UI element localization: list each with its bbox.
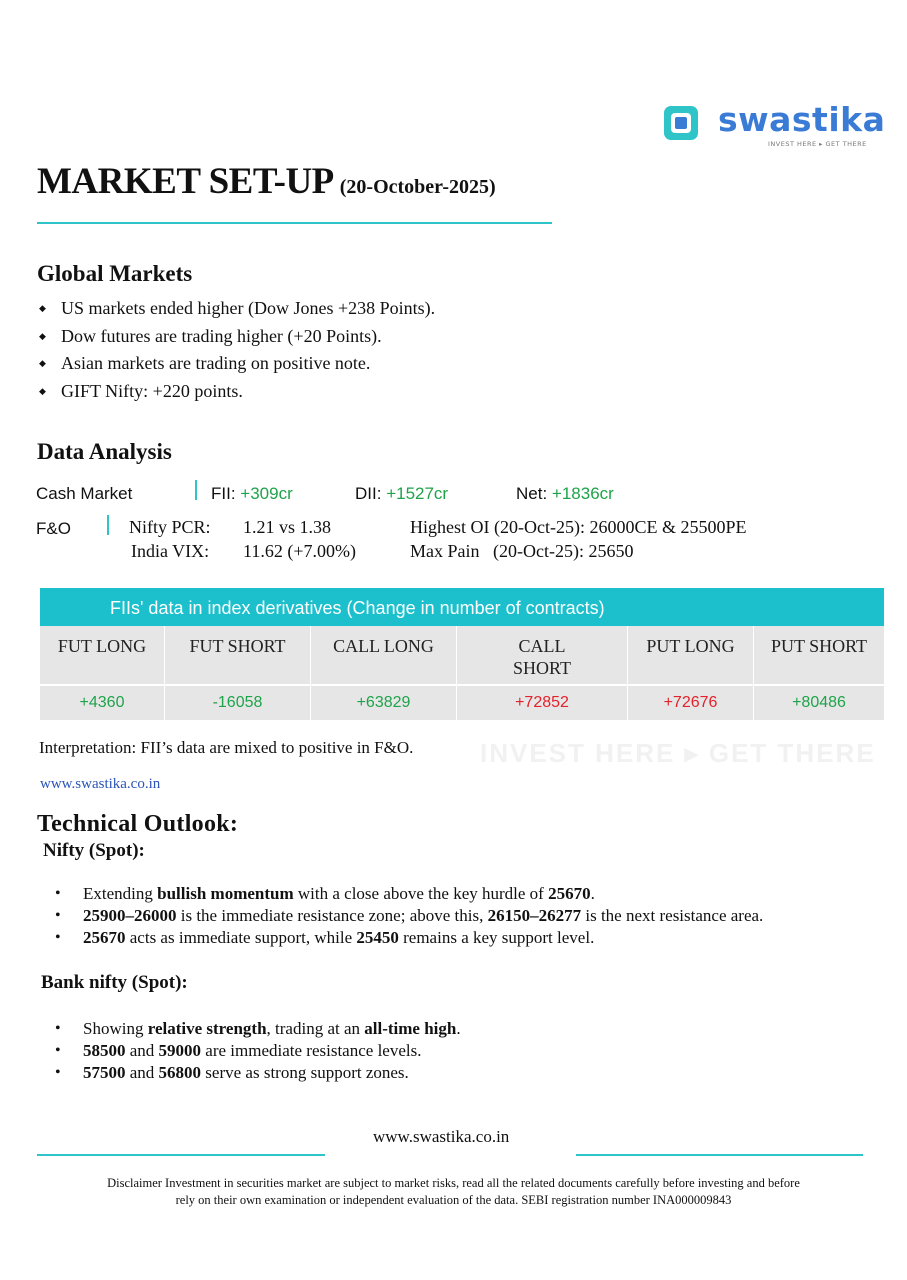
net-label: Net: (516, 484, 548, 503)
table-value-cell: +63829 (311, 686, 456, 720)
table-value-cell: +4360 (40, 686, 164, 720)
disclaimer-line-2: rely on their own examination or independent evaluation of the data. SEBI registration number INA000009843 (175, 1193, 732, 1207)
nifty-pcr-value: 1.21 vs 1.38 (243, 517, 332, 537)
cash-market-label: Cash Market (36, 484, 133, 503)
table-header-cell: CALL SHORT (457, 626, 627, 684)
logo-wordmark: swastika (718, 100, 886, 139)
disclaimer-line-1: Disclaimer Investment in securities market are subject to market risks, read all the related documents carefully before investing and before (107, 1176, 800, 1190)
fo-label: F&O (36, 519, 71, 538)
list-item: ◆ GIFT Nifty: +220 points. (38, 378, 435, 406)
nifty-outlook-list (55, 883, 763, 949)
table-grid (40, 626, 884, 720)
table-header-cell: FUT SHORT (165, 626, 310, 684)
title-main: MARKET SET-UP (37, 161, 334, 202)
net-value: +1836cr (551, 484, 614, 503)
list-item: • 25900–26000 is the immediate resistance zone; above this, 26150–26277 is the next resistance area. (55, 905, 763, 927)
highest-oi (410, 517, 746, 538)
india-vix-value: 11.62 (+7.00%) (243, 541, 356, 561)
website-link[interactable]: www.swastika.co.in (40, 776, 161, 792)
table-value-cell: +80486 (754, 686, 884, 720)
max-pain (410, 541, 633, 562)
list-item: ◆ US markets ended higher (Dow Jones +238 Points). (38, 295, 435, 323)
logo-tagline: INVEST HERE ▸ GET THERE (768, 140, 867, 148)
disclaimer (50, 1175, 857, 1209)
highest-oi-value: 26000CE & 25500PE (589, 517, 747, 537)
brand-logo (664, 100, 886, 154)
list-item: ◆ Asian markets are trading on positive note. (38, 350, 435, 378)
dii-value: +1527cr (386, 484, 449, 503)
list-item: • 58500 and 59000 are immediate resistance levels. (55, 1040, 461, 1062)
list-item: • Extending bullish momentum with a close above the key hurdle of 25670. (55, 883, 763, 905)
dii-cash (355, 484, 448, 504)
title-divider (37, 222, 552, 224)
cash-market-divider (195, 480, 197, 500)
fii-label: FII: (211, 484, 236, 503)
fii-derivatives-table (40, 588, 884, 720)
technical-outlook-heading: Technical Outlook: (37, 811, 239, 837)
nifty-pcr-label: Nifty PCR: (129, 517, 211, 537)
fo-divider (107, 515, 109, 535)
global-markets-list (38, 295, 435, 405)
max-pain-label: Max Pain (410, 541, 480, 561)
india-vix-label: India VIX: (131, 541, 210, 561)
list-item: • Showing relative strength, trading at an all-time high. (55, 1018, 461, 1040)
dii-label: DII: (355, 484, 382, 503)
table-header-cell: PUT LONG (628, 626, 753, 684)
highest-oi-label: Highest OI (20-Oct-25): (410, 517, 585, 537)
page-title (37, 160, 496, 203)
list-item: ◆ Dow futures are trading higher (+20 Points). (38, 323, 435, 351)
max-pain-date: (20-Oct-25): (493, 541, 584, 561)
nifty-heading: Nifty (Spot): (43, 840, 145, 861)
table-value-cell: -16058 (165, 686, 310, 720)
max-pain-value: 25650 (588, 541, 634, 561)
watermark: INVEST HERE ▸ GET THERE (480, 738, 876, 768)
swastika-logo-icon (664, 106, 698, 140)
footer-website[interactable]: www.swastika.co.in (373, 1127, 510, 1146)
table-header-cell: PUT SHORT (754, 626, 884, 684)
table-value-cell: +72676 (628, 686, 753, 720)
footer-divider-left (37, 1154, 325, 1156)
interpretation: Interpretation: FII’s data are mixed to positive in F&O. (39, 738, 414, 757)
list-item: • 25670 acts as immediate support, while 25450 remains a key support level. (55, 927, 763, 949)
banknifty-heading: Bank nifty (Spot): (41, 972, 188, 993)
global-markets-heading: Global Markets (37, 261, 193, 286)
list-item: • 57500 and 56800 serve as strong support zones. (55, 1062, 461, 1084)
fii-value: +309cr (240, 484, 293, 503)
footer-divider-right (576, 1154, 863, 1156)
table-value-cell: +72852 (457, 686, 627, 720)
table-title: FIIs' data in index derivatives (Change in number of contracts) (40, 588, 884, 626)
table-header-cell: CALL LONG (311, 626, 456, 684)
data-analysis-heading: Data Analysis (37, 439, 172, 464)
fii-cash (211, 484, 293, 504)
title-date: (20-October-2025) (339, 176, 496, 198)
banknifty-outlook-list (55, 1018, 461, 1084)
table-header-cell: FUT LONG (40, 626, 164, 684)
net-cash (516, 484, 614, 504)
